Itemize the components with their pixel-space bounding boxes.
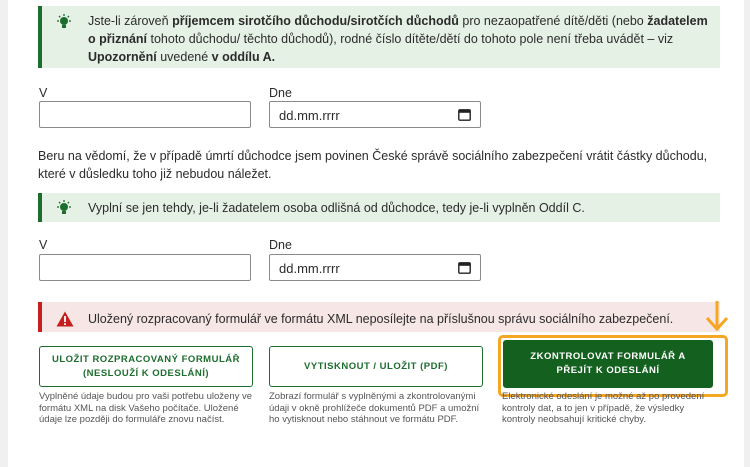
place-label: V bbox=[39, 86, 48, 100]
submit-check-button[interactable]: ZKONTROLOVAT FORMULÁŘ A PŘEJÍT K ODESLÁNÍ bbox=[503, 340, 713, 388]
info-text: Vyplní se jen tehdy, je-li žadatelem osoba odlišná od důchodce, tedy je-li vyplněn Oddíl C. bbox=[88, 201, 585, 215]
submit-note: Elektronické odeslání je možné až po provedení kontroly dat, a to jen v případě, že výsledky kontroly neobsahují kritické chyby. bbox=[502, 391, 705, 425]
place-label: V bbox=[39, 238, 48, 252]
warning-triangle-icon bbox=[56, 311, 74, 327]
print-pdf-button[interactable]: VYTISKNOUT / ULOŽIT (PDF) bbox=[269, 346, 483, 387]
save-note: Vyplněné údaje budou pro vaši potřebu uloženy ve formátu XML na disk Vašeho počítače. Uložené údaje lze později do formuláře znovu načíst. bbox=[39, 391, 253, 425]
place-text-input[interactable] bbox=[40, 102, 250, 127]
date-label: Dne bbox=[269, 86, 292, 100]
warning-box bbox=[38, 302, 720, 332]
arrow-down-icon bbox=[705, 300, 729, 332]
info-box-applicant bbox=[38, 193, 720, 222]
calendar-icon[interactable] bbox=[458, 261, 471, 274]
info-text: Jste-li zároveň příjemcem sirotčího důchodu/sirotčích důchodů pro nezaopatřené dítě/děti (nebo žadatelem o přiznání tohoto důchodu/ těchto důchodů), rodné číslo dítěte/dětí do tohoto pole není třeba uvádět – viz Upozornění uvedené v oddílu A. bbox=[88, 14, 708, 64]
form-page bbox=[8, 0, 744, 467]
date-input[interactable] bbox=[269, 101, 481, 128]
info-box-orphan-pension bbox=[38, 6, 720, 68]
place-input[interactable] bbox=[39, 101, 251, 128]
date-input[interactable] bbox=[269, 254, 481, 281]
warning-text: Uložený rozpracovaný formulář ve formátu XML neposílejte na příslušnou správu sociálního zabezpečení. bbox=[88, 312, 674, 326]
place-text-input[interactable] bbox=[40, 255, 250, 280]
calendar-icon[interactable] bbox=[458, 108, 471, 121]
print-note: Zobrazí formulář s vyplněnými a zkontrolovanými údaji v okně prohlížeče dokumentů PDF a umožní ho vytisknout nebo stáhnout ve formátu PDF. bbox=[269, 391, 480, 425]
date-label: Dne bbox=[269, 238, 292, 252]
date-value: dd.mm.rrrr bbox=[279, 108, 340, 123]
declaration-text: Beru na vědomí, že v případě úmrtí důchodce jsem povinen České správě sociálního zabezpečení vrátit částky důchodu, které v důsledku toho již nebudou náležet. bbox=[38, 149, 708, 181]
lightbulb-icon bbox=[56, 200, 72, 216]
save-draft-button[interactable]: ULOŽIT ROZPRACOVANÝ FORMULÁŘ (NESLOUŽÍ K ODESLÁNÍ) bbox=[39, 346, 253, 387]
place-input[interactable] bbox=[39, 254, 251, 281]
lightbulb-icon bbox=[56, 14, 72, 30]
date-value: dd.mm.rrrr bbox=[279, 261, 340, 276]
